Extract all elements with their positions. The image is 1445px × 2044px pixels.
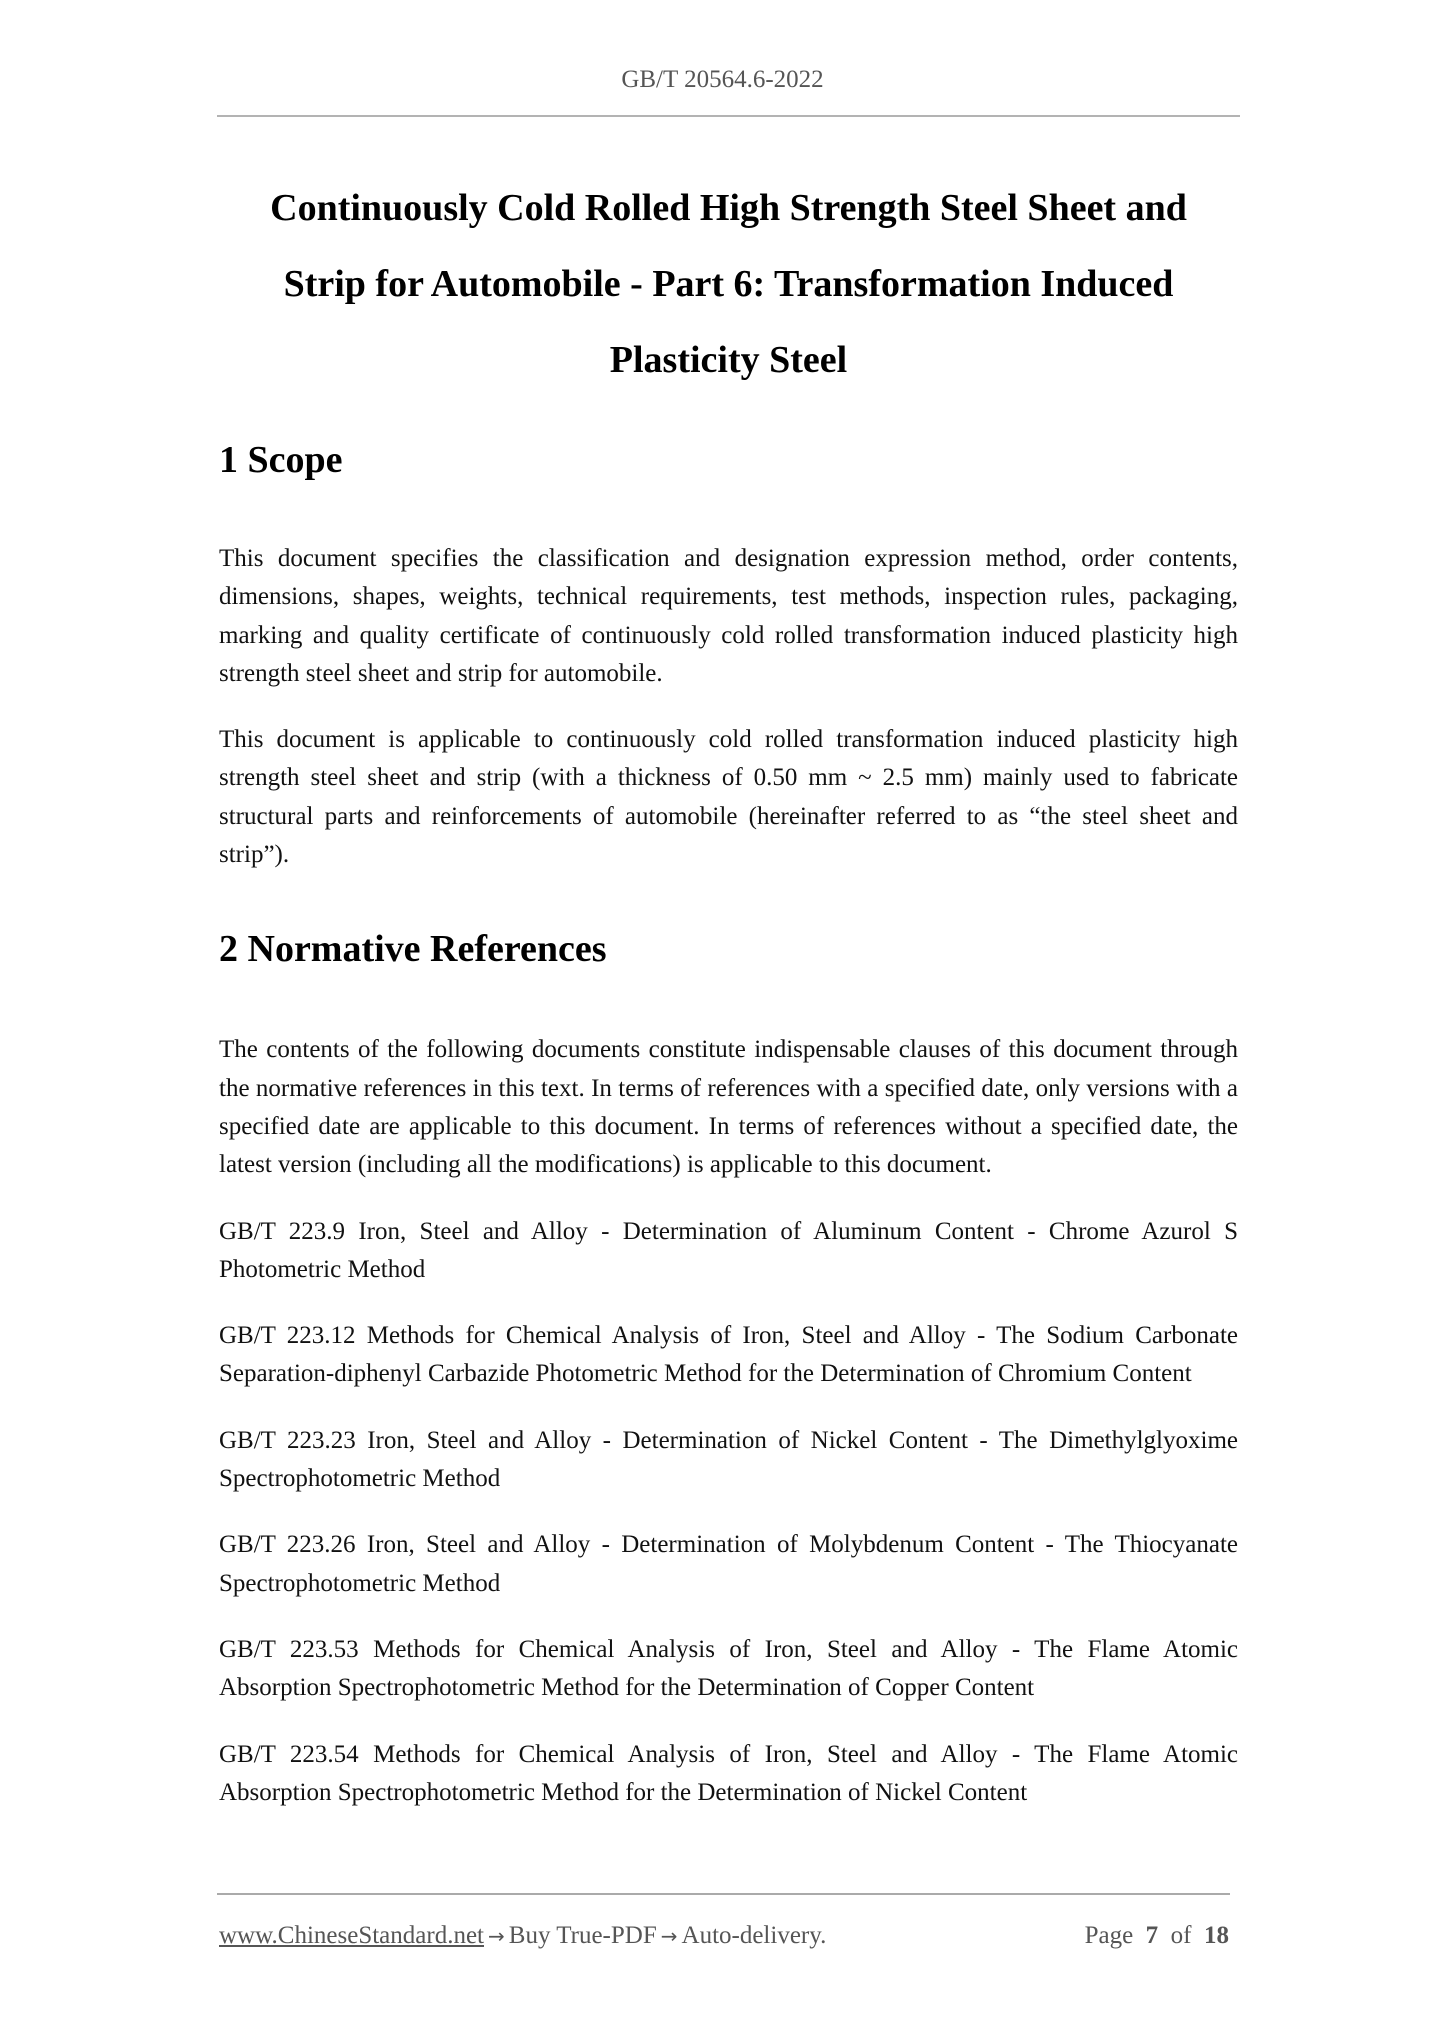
page-indicator (1085, 1922, 1229, 1950)
header-divider (217, 115, 1240, 117)
document-title (217, 170, 1240, 398)
arrow-right-icon: → (488, 1924, 505, 1948)
paragraph: This document is applicable to continuously cold rolled transformation induced plasticity high strength steel sheet and strip (with a thickness of 0.50 mm ~ 2.5 mm) mainly used to fabricate structural parts and reinforcements of automobile (hereinafter referred to as “the steel sheet and strip”). (219, 726, 1238, 869)
section-heading-normative-references: 2 Normative References (219, 928, 607, 971)
paragraph: This document specifies the classification and designation expression method, order contents, dimensions, shapes, weights, technical requirements, test methods, inspection rules, packaging, marking and quality certificate of continuously cold rolled transformation induced plasticity high strength steel sheet and strip for automobile. (219, 545, 1238, 687)
reference-item: GB/T 223.54 Methods for Chemical Analysis of Iron, Steel and Alloy - The Flame Atomic Absorption Spectrophotometric Method for the Determination of Nickel Content (219, 1740, 1238, 1806)
website-link[interactable]: www.ChineseStandard.net (219, 1922, 484, 1949)
page-total: 18 (1204, 1922, 1229, 1949)
page-current: 7 (1145, 1922, 1159, 1949)
reference-item: GB/T 223.53 Methods for Chemical Analysis of Iron, Steel and Alloy - The Flame Atomic Absorption Spectrophotometric Method for the Determination of Copper Content (219, 1635, 1238, 1702)
arrow-right-icon: → (660, 1924, 678, 1948)
reference-item: GB/T 223.23 Iron, Steel and Alloy - Determination of Nickel Content - The Dimethylglyoxime Spectrophotometric Method (219, 1426, 1238, 1493)
reference-item: GB/T 223.26 Iron, Steel and Alloy - Determination of Molybdenum Content - The Thiocyanate Spectrophotometric Method (219, 1531, 1238, 1597)
page-of: of (1170, 1922, 1192, 1949)
title-line: Plasticity Steel (609, 339, 848, 381)
standard-code: GB/T 20564.6-2022 (621, 66, 824, 93)
footer-divider (217, 1893, 1230, 1895)
buy-text: Buy True-PDF (508, 1922, 657, 1949)
title-line: Strip for Automobile - Part 6: Transformation Induced (283, 263, 1174, 305)
title-line: Continuously Cold Rolled High Strength Steel Sheet and (270, 187, 1187, 229)
document-body (219, 430, 1238, 1840)
paragraph: The contents of the following documents constitute indispensable clauses of this document through the normative references in this text. In terms of references with a specified date, only versions with a specified date are applicable to this document. In terms of references without a specified date, the latest version (including all the modifications) is applicable to this document. (219, 1036, 1238, 1179)
footer-promo (219, 1922, 826, 1950)
reference-item: GB/T 223.12 Methods for Chemical Analysis of Iron, Steel and Alloy - The Sodium Carbonate Separation-diphenyl Carbazide Photometric Method for the Determination of Chromium Content (219, 1322, 1238, 1388)
delivery-text: Auto-delivery. (681, 1922, 827, 1949)
reference-item: GB/T 223.9 Iron, Steel and Alloy - Determination of Aluminum Content - Chrome Azurol S Photometric Method (219, 1217, 1238, 1283)
section-heading-scope: 1 Scope (219, 439, 343, 481)
page-footer (219, 1922, 1229, 1950)
page-label: Page (1084, 1922, 1134, 1949)
